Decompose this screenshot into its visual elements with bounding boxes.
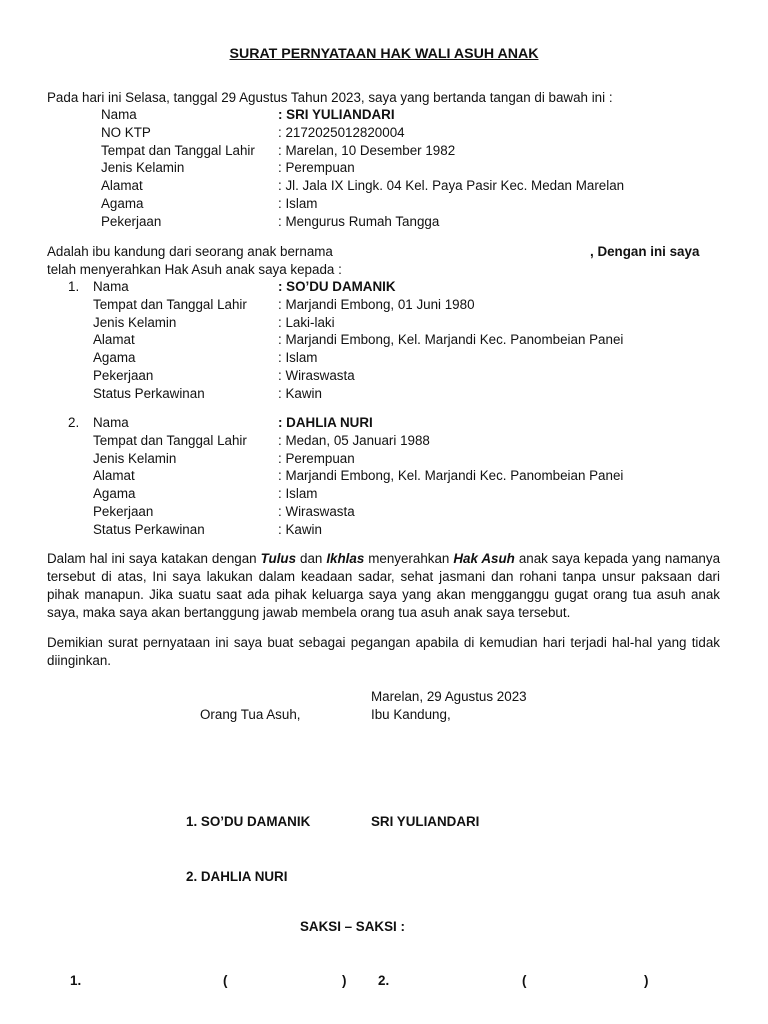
field-label: Agama [93, 486, 136, 502]
field-label: Tempat dan Tanggal Lahir [93, 432, 247, 448]
intro-text: Pada hari ini Selasa, tanggal 29 Agustus Tahun 2023, saya yang bertanda tangan di bawah ini : [47, 90, 613, 105]
field-value: : Kawin [278, 521, 322, 537]
field-value: : Medan, 05 Januari 1988 [278, 432, 430, 448]
closing-paragraph: Demikian surat pernyataan ini saya buat sebagai pegangan apabila di kemudian hari terjadi hal-hal yang tidak diinginkan. [47, 635, 720, 668]
witness-2-number: 2. [378, 973, 390, 988]
field-label: Alamat [93, 332, 135, 348]
emphasis-hak-asuh: Hak Asuh [453, 551, 515, 566]
field-label: Pekerjaan [101, 213, 162, 229]
field-value: : SO’DU DAMANIK [278, 279, 396, 294]
field-label: Nama [93, 279, 129, 294]
field-label: Nama [93, 415, 129, 430]
field-value: : Wiraswasta [278, 503, 355, 519]
field-value: : Perempuan [278, 450, 355, 466]
document-title: SURAT PERNYATAAN HAK WALI ASUH ANAK [229, 46, 539, 62]
guardian-1-signatory: 1. SO’DU DAMANIK [186, 814, 311, 829]
field-value: : 2172025012820004 [278, 124, 405, 140]
list-number: 2. [68, 415, 80, 430]
field-label: Jenis Kelamin [93, 314, 177, 330]
emphasis-tulus: Tulus [260, 551, 297, 566]
field-value: : Marjandi Embong, Kel. Marjandi Kec. Panombeian Panei [278, 332, 624, 348]
field-value: : SRI YULIANDARI [278, 107, 395, 122]
field-value: : Marjandi Embong, 01 Juni 1980 [278, 296, 475, 312]
field-value: : Laki-laki [278, 314, 335, 330]
handover-text: telah menyerahkan Hak Asuh anak saya kepada : [47, 262, 342, 277]
field-label: Status Perkawinan [93, 521, 205, 537]
field-value: : Islam [278, 350, 318, 366]
witness-1-paren-close: ) [342, 973, 347, 988]
emphasis-ikhlas: Ikhlas [326, 551, 365, 566]
statement-paragraph: Dalam hal ini saya katakan dengan Tulus dan Ikhlas menyerahkan Hak Asuh anak saya kepada yang namanya tersebut di atas, Ini saya lakukan dalam keadaan sadar, sehat jasmani dan rohani tanpa unsur paksaan dari pihak manapun. Jika suatu saat ada pihak keluarga saya yang akan mengganggu gugat orang tua asuh anak saya, maka saya akan bertanggung jawab membela orang tua asuh anak saya tersebut. [47, 551, 721, 620]
field-value: : Islam [278, 486, 318, 502]
field-value: : DAHLIA NURI [278, 415, 373, 430]
field-value: : Marjandi Embong, Kel. Marjandi Kec. Panombeian Panei [278, 468, 624, 484]
field-label: Agama [93, 350, 136, 366]
field-label: Pekerjaan [93, 367, 154, 383]
guardian-2-signatory: 2. DAHLIA NURI [186, 869, 288, 884]
child-line-text: Adalah ibu kandung dari seorang anak bernama [47, 244, 333, 259]
mother-signatory: SRI YULIANDARI [371, 814, 480, 829]
witness-heading: SAKSI – SAKSI : [300, 919, 405, 934]
field-label: Status Perkawinan [93, 385, 205, 401]
field-label: Jenis Kelamin [101, 160, 185, 176]
field-label: Alamat [101, 178, 143, 194]
place-date: Marelan, 29 Agustus 2023 [371, 689, 527, 704]
list-number: 1. [68, 279, 80, 294]
guardian-signature-heading: Orang Tua Asuh, [200, 707, 301, 722]
field-label: Tempat dan Tanggal Lahir [93, 296, 247, 312]
field-label: Alamat [93, 468, 135, 484]
witness-1-paren-open: ( [223, 973, 228, 988]
witness-2-paren-close: ) [644, 973, 649, 988]
field-label: Tempat dan Tanggal Lahir [101, 142, 255, 158]
field-label: Pekerjaan [93, 503, 154, 519]
field-value: : Jl. Jala IX Lingk. 04 Kel. Paya Pasir Kec. Medan Marelan [278, 178, 625, 194]
field-label: Agama [101, 195, 144, 211]
field-label: Jenis Kelamin [93, 450, 177, 466]
field-value: : Kawin [278, 385, 322, 401]
field-value: : Marelan, 10 Desember 1982 [278, 142, 456, 158]
field-value: : Islam [278, 195, 318, 211]
field-value: : Mengurus Rumah Tangga [278, 213, 440, 229]
witness-1-number: 1. [70, 973, 82, 988]
mother-signature-heading: Ibu Kandung, [371, 707, 451, 722]
field-value: : Perempuan [278, 160, 355, 176]
child-line-continuation: , Dengan ini saya [590, 244, 700, 259]
field-label: Nama [101, 107, 137, 122]
witness-2-paren-open: ( [522, 973, 527, 988]
field-value: : Wiraswasta [278, 367, 355, 383]
field-label: NO KTP [101, 124, 151, 140]
